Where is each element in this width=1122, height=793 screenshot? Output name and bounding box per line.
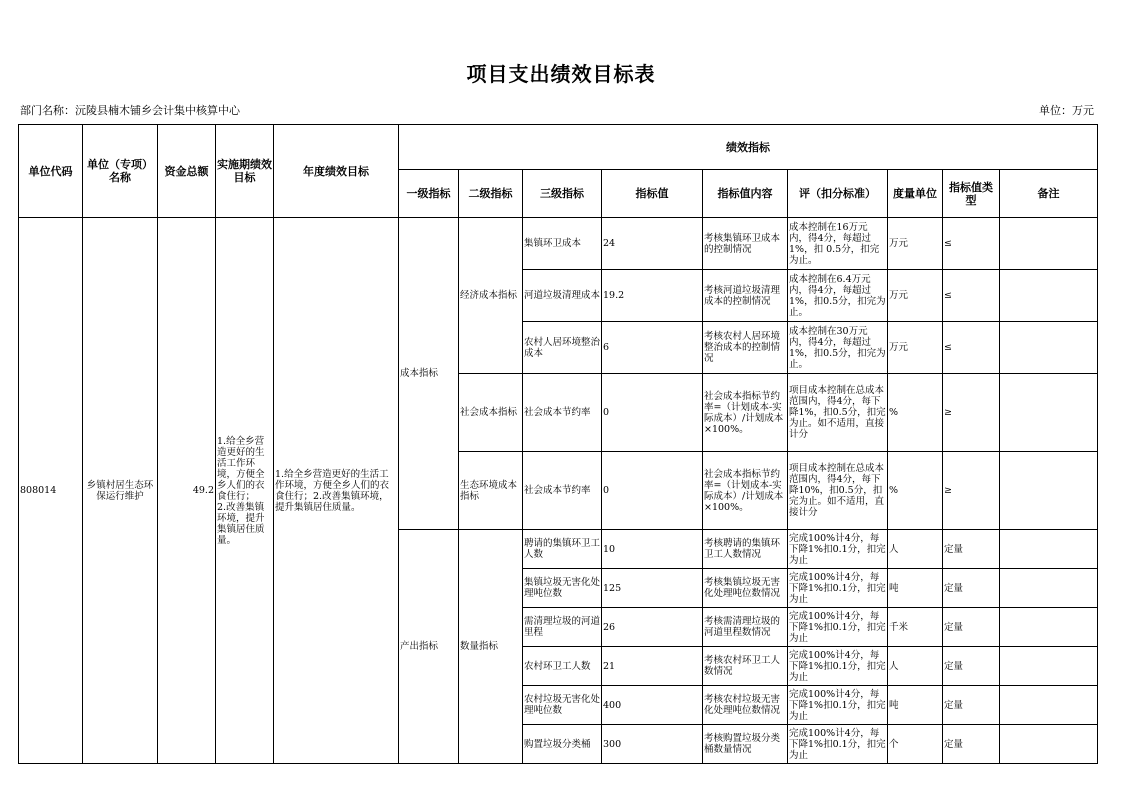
header-scoring: 评（扣分标准）	[788, 170, 888, 218]
project-name: 乡镇村居生态环保运行维护	[83, 218, 158, 764]
row-unit: 吨	[888, 569, 943, 608]
header-fund-total: 资金总额	[158, 125, 216, 218]
row-remark	[1000, 218, 1098, 270]
period-goal: 1.给全乡营造更好的生活工作环境，方便全乡人们的衣食住行； 2.改善集镇环境，提升集镇居住质量。	[216, 218, 274, 764]
row-scoring: 成本控制在16万元内，得4分，每超过1%，扣 0.5分，扣完为止。	[788, 218, 888, 270]
row-l3: 集镇垃圾无害化处理吨位数	[523, 569, 602, 608]
row-type: 定量	[943, 686, 1000, 725]
row-unit: 万元	[888, 322, 943, 374]
header-annual-goal: 年度绩效目标	[274, 125, 399, 218]
row-unit: 千米	[888, 608, 943, 647]
row-value: 21	[602, 647, 703, 686]
header-type: 指标值类型	[943, 170, 1000, 218]
row-value: 0	[602, 452, 703, 530]
header-remark: 备注	[1000, 170, 1098, 218]
row-remark	[1000, 270, 1098, 322]
row-l3: 聘请的集镇环卫工人数	[523, 530, 602, 569]
row-unit: 人	[888, 647, 943, 686]
row-value: 24	[602, 218, 703, 270]
row-type: ≥	[943, 374, 1000, 452]
row-l3: 农村垃圾无害化处理吨位数	[523, 686, 602, 725]
header-unit-code: 单位代码	[19, 125, 83, 218]
header-perf-indicators: 绩效指标	[399, 125, 1098, 170]
row-content: 考核农村环卫工人数情况	[703, 647, 788, 686]
row-remark	[1000, 569, 1098, 608]
row-l3: 农村人居环境整治成本	[523, 322, 602, 374]
row-scoring: 成本控制在30万元内，得4分，每超过1%，扣0.5分，扣完为止。	[788, 322, 888, 374]
row-value: 10	[602, 530, 703, 569]
row-remark	[1000, 322, 1098, 374]
row-remark	[1000, 647, 1098, 686]
row-type: ≥	[943, 452, 1000, 530]
row-scoring: 完成100%计4分，每下降1%扣0.1分，扣完为止	[788, 647, 888, 686]
row-scoring: 成本控制在6.4万元内，得4分，每超过1%，扣0.5分，扣完为止。	[788, 270, 888, 322]
row-scoring: 项目成本控制在总成本范围内，得4分，每下降10%，扣0.5分，扣完为止。如不适用，直接计分	[788, 452, 888, 530]
row-type: ≤	[943, 322, 1000, 374]
department-name: 部门名称：沅陵县楠木铺乡会计集中核算中心	[20, 104, 240, 117]
row-value: 400	[602, 686, 703, 725]
row-l3: 农村环卫工人数	[523, 647, 602, 686]
row-unit: %	[888, 374, 943, 452]
row-content: 社会成本指标节约率=（计划成本-实际成本）/计划成本×100%。	[703, 452, 788, 530]
row-remark	[1000, 686, 1098, 725]
header-level1: 一级指标	[399, 170, 459, 218]
group-quantity: 数量指标	[459, 530, 523, 764]
row-value: 125	[602, 569, 703, 608]
row-scoring: 项目成本控制在总成本范围内，得4分，每下降1%，扣0.5分，扣完为止。如不适用，直接计分	[788, 374, 888, 452]
row-l3: 需清理垃圾的河道里程	[523, 608, 602, 647]
row-content: 考核聘请的集镇环卫工人数情况	[703, 530, 788, 569]
row-type: 定量	[943, 530, 1000, 569]
row-type: 定量	[943, 647, 1000, 686]
header-value: 指标值	[602, 170, 703, 218]
header-level2: 二级指标	[459, 170, 523, 218]
row-value: 19.2	[602, 270, 703, 322]
row-l3: 河道垃圾清理成本	[523, 270, 602, 322]
row-l3: 社会成本节约率	[523, 374, 602, 452]
row-content: 考核集镇垃圾无害化处理吨位数情况	[703, 569, 788, 608]
unit-label: 单位：万元	[1039, 104, 1094, 117]
row-value: 0	[602, 374, 703, 452]
annual-goal: 1.给全乡营造更好的生活工作环境，方便全乡人们的衣食住行；2.改善集镇环境，提升集镇居住质量。	[274, 218, 399, 764]
row-value: 26	[602, 608, 703, 647]
row-unit: 万元	[888, 270, 943, 322]
row-content: 考核农村人居环境整治成本的控制情况	[703, 322, 788, 374]
project-code: 808014	[19, 218, 83, 764]
row-remark	[1000, 374, 1098, 452]
row-type: 定量	[943, 725, 1000, 764]
row-type: ≤	[943, 218, 1000, 270]
row-content: 考核购置垃圾分类桶数量情况	[703, 725, 788, 764]
row-value: 300	[602, 725, 703, 764]
group-ecological: 生态环境成本指标	[459, 452, 523, 530]
row-content: 考核河道垃圾清理成本的控制情况	[703, 270, 788, 322]
row-remark	[1000, 725, 1098, 764]
row-l3: 集镇环卫成本	[523, 218, 602, 270]
row-remark	[1000, 608, 1098, 647]
row-remark	[1000, 530, 1098, 569]
row-value: 6	[602, 322, 703, 374]
header-content: 指标值内容	[703, 170, 788, 218]
row-type: 定量	[943, 569, 1000, 608]
header-unit-name: 单位（专项）名称	[83, 125, 158, 218]
row-remark	[1000, 452, 1098, 530]
row-scoring: 完成100%计4分，每下降1%扣0.1分，扣完为止	[788, 569, 888, 608]
row-scoring: 完成100%计4分，每下降1%扣0.1分，扣完为止	[788, 725, 888, 764]
row-scoring: 完成100%计4分，每下降1%扣0.1分，扣完为止	[788, 608, 888, 647]
table-row	[19, 218, 1098, 270]
header-level3: 三级指标	[523, 170, 602, 218]
row-type: ≤	[943, 270, 1000, 322]
row-unit: 万元	[888, 218, 943, 270]
row-unit: %	[888, 452, 943, 530]
row-content: 社会成本指标节约率=（计划成本-实际成本）/计划成本×100%。	[703, 374, 788, 452]
row-type: 定量	[943, 608, 1000, 647]
row-scoring: 完成100%计4分，每下降1%扣0.1分，扣完为止	[788, 530, 888, 569]
row-l3: 社会成本节约率	[523, 452, 602, 530]
row-unit: 人	[888, 530, 943, 569]
project-amount: 49.2	[158, 218, 216, 764]
page-title: 项目支出绩效目标表	[466, 62, 656, 86]
group-economic: 经济成本指标	[459, 218, 523, 374]
row-content: 考核集镇环卫成本的控制情况	[703, 218, 788, 270]
header-unit: 度量单位	[888, 170, 943, 218]
group-cost: 成本指标	[399, 218, 459, 530]
row-content: 考核农村垃圾无害化处理吨位数情况	[703, 686, 788, 725]
row-unit: 吨	[888, 686, 943, 725]
group-output: 产出指标	[399, 530, 459, 764]
performance-table	[18, 124, 1098, 764]
group-social: 社会成本指标	[459, 374, 523, 452]
header-period-goal: 实施期绩效目标	[216, 125, 274, 218]
row-scoring: 完成100%计4分，每下降1%扣0.1分，扣完为止	[788, 686, 888, 725]
row-l3: 购置垃圾分类桶	[523, 725, 602, 764]
row-content: 考核需清理垃圾的河道里程数情况	[703, 608, 788, 647]
row-unit: 个	[888, 725, 943, 764]
